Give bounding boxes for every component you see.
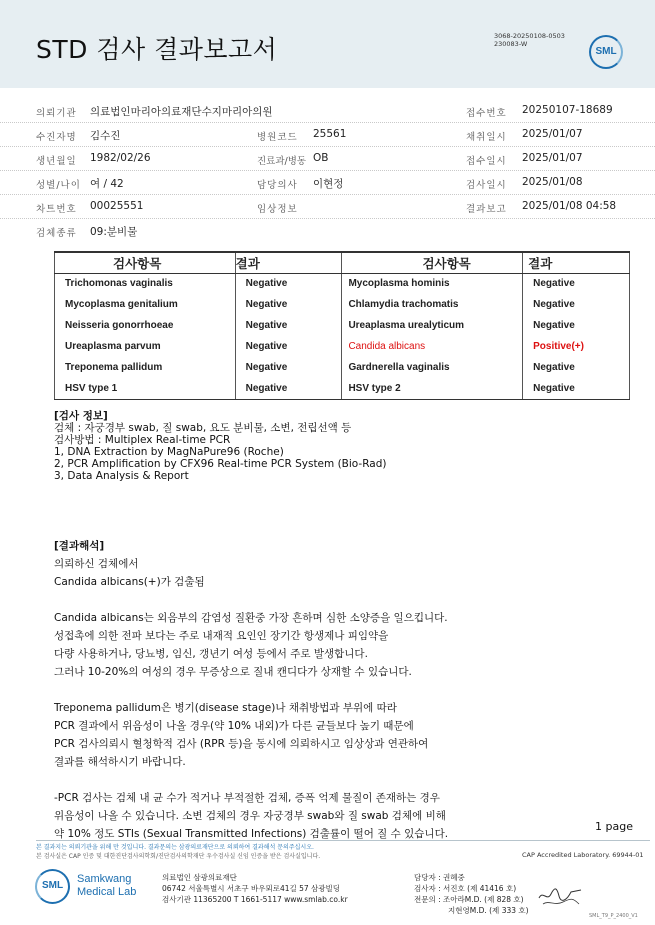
- test-result: Negative: [235, 294, 342, 315]
- test-item: Trichomonas vaginalis: [55, 273, 236, 294]
- test-item: Chlamydia trachomatis: [342, 294, 523, 315]
- test-item: HSV type 1: [55, 378, 236, 399]
- interpretation: [결과해석] 의뢰하신 검체에서 Candida albicans(+)가 검출됨 Candida albicans는 외음부의 감염성 질환중 가장 흔하며 심한 소양증을 일으킵니다. 성접촉에 의한 전파 보다는 주로 내재적 요인인 장기간 항생제나 피임약을 다량 사용하거나, 당뇨병, 임신, 갱년기 여성 등에서 주로 발생합니다. 그러나 10-20%의 여성의 경우 무증상으로 질내 캔디다가 상재할 수 있습니다. Treponema pallidum은 병기(disease stage)나 채취방법과 부위에 따라 PCR 결과에서 위음성이 나올 경우(약 10% 내외)가 다른 균들보다 높기 때문에 PCR 검사의뢰시 혈청학적 검사 (RPR 등)을 동시에 의뢰하시고 임상상과 연관하여 결과를 해석하시기 바랍니다. -PCR 검사는 검체 내 균 수가 적거나 부적절한 검체, 증폭 억제 물질이 존재하는 경우 위음성이 나올 수 있습니다. 소변 검체의 경우 자궁경부 swab와 질 swab 검체에 비해 약 10% 정도 STIs (Sexual Transmitted Infections) 검출률이 떨어 질 수 있습니다.: [54, 537, 448, 843]
- corporation-info: 의료법인 삼광의료재단 06742 서울특별시 서초구 바우뫼로41길 57 삼광빌딩 검사기관 11365200 T 1661-5117 www.smlab.co.kr: [162, 873, 348, 904]
- info-row: 생년월일 1982/02/26 진료과/병동 OB 접수일시 2025/01/07: [0, 148, 655, 171]
- tested-date: 2025/01/08: [522, 176, 583, 188]
- test-result: Negative: [235, 378, 342, 399]
- chart-no: 00025551: [90, 200, 144, 212]
- interpretation-line: 위음성이 나올 수 있습니다. 소변 검체의 경우 자궁경부 swab와 질 swab 검체에 비해: [54, 810, 446, 822]
- staff-info: 담당자 : 권혜중 검사자 : 서진호 (제 41416 호) 전문의 : 조아라M.D. (제 828 호) 지현영M.D. (제 333 호): [414, 873, 529, 915]
- interpretation-line: Candida albicans(+)가 검출됨: [54, 576, 205, 588]
- page-number: 1 page: [595, 820, 633, 833]
- table-row: [55, 294, 630, 315]
- interpretation-line: [54, 771, 448, 789]
- specimen-type: 09:분비물: [90, 226, 138, 238]
- test-result: Negative: [523, 378, 630, 399]
- test-result: Negative: [523, 315, 630, 336]
- test-result: Negative: [523, 294, 630, 315]
- test-result: Negative: [235, 357, 342, 378]
- birth-date: 1982/02/26: [90, 152, 151, 164]
- results-table: [54, 251, 630, 400]
- interpretation-line: 결과를 해석하시기 바랍니다.: [54, 756, 186, 768]
- collect-date: 2025/01/07: [522, 128, 583, 140]
- table-row: [55, 357, 630, 378]
- report-header: [0, 0, 655, 88]
- test-result: Negative: [235, 336, 342, 357]
- info-row: 의뢰기관 의료법인마리아의료재단수지마리아의원 접수번호 20250107-18689: [0, 100, 655, 123]
- info-row: 차트번호 00025551 임상정보 결과보고 2025/01/08 04:58: [0, 196, 655, 219]
- interpretation-line: 약 10% 정도 STIs (Sexual Transmitted Infections) 검출률이 떨어 질 수 있습니다.: [54, 828, 449, 840]
- receipt-no: 20250107-18689: [522, 104, 613, 116]
- interpretation-line: [54, 591, 448, 609]
- document-id: 3068-20250108-0503 230083-W: [494, 32, 565, 48]
- test-item: Gardnerella vaginalis: [342, 357, 523, 378]
- test-item: Ureaplasma urealyticum: [342, 315, 523, 336]
- test-result: Negative: [523, 273, 630, 294]
- table-row: [55, 378, 630, 399]
- interpretation-line: PCR 결과에서 위음성이 나올 경우(약 10% 내외)가 다른 균들보다 높기 때문에: [54, 720, 414, 732]
- interpretation-line: 의뢰하신 검체에서: [54, 558, 139, 570]
- interpretation-line: 그러나 10-20%의 여성의 경우 무증상으로 질내 캔디다가 상재할 수 있습니다.: [54, 666, 412, 678]
- institution: 의료법인마리아의료재단수지마리아의원: [90, 106, 273, 118]
- divider: [36, 840, 650, 841]
- footer-note: 본 검사실은 CAP 인증 및 대한진단검사의학회/진단검사의학재단 우수검사실 신임 인증을 받은 검사실입니다.: [36, 853, 321, 860]
- sex-age: 여 / 42: [90, 178, 124, 190]
- table-row: [55, 315, 630, 336]
- interpretation-line: Treponema pallidum은 병기(disease stage)나 채취방법과 부위에 따라: [54, 702, 397, 714]
- info-row: 성별/나이 여 / 42 담당의사 이현정 검사일시 2025/01/08: [0, 172, 655, 195]
- interpretation-line: 다량 사용하거나, 당뇨병, 임신, 갱년기 여성 등에서 주로 발생합니다.: [54, 648, 368, 660]
- hospital-code: 25561: [313, 128, 347, 140]
- department: OB: [313, 152, 329, 164]
- test-item: Candida albicans: [342, 336, 523, 357]
- interpretation-line: -PCR 검사는 검체 내 균 수가 적거나 부적절한 검체, 증폭 억제 물질이 존재하는 경우: [54, 792, 440, 804]
- doctor: 이현정: [313, 178, 344, 190]
- sml-logo-icon: SML: [35, 869, 70, 904]
- interpretation-line: Candida albicans는 외음부의 감염성 질환중 가장 흔하며 심한 소양증을 일으킵니다.: [54, 612, 448, 624]
- test-result: Negative: [523, 357, 630, 378]
- test-item: Mycoplasma genitalium: [55, 294, 236, 315]
- cap-accreditation: CAP Accredited Laboratory. 69944-01: [522, 851, 644, 859]
- signature-icon: [537, 884, 585, 910]
- info-row: 수진자명 김수진 병원코드 25561 채취일시 2025/01/07: [0, 124, 655, 147]
- report-date: 2025/01/08 04:58: [522, 200, 617, 212]
- form-code: SML_T9_P_2400_V1: [589, 913, 638, 919]
- test-result: Negative: [235, 315, 342, 336]
- test-result: Negative: [235, 273, 342, 294]
- table-row: [55, 336, 630, 357]
- test-result: Positive(+): [523, 336, 630, 357]
- test-item: Mycoplasma hominis: [342, 273, 523, 294]
- patient-name: 김수진: [90, 130, 121, 142]
- test-info: [검사 정보] 검체 : 자궁경부 swab, 질 swab, 요도 분비물, 소변, 전립선액 등 검사방법 : Multiplex Real-time PCR 1, DNA Extraction by MagNaPure96 (Roche) 2, PCR Amplification by CFX96 Real-time PCR System (Bio-Rad) 3, Data Analysis & Report: [54, 410, 387, 482]
- brand-name: Samkwang Medical Lab: [77, 873, 137, 898]
- test-item: HSV type 2: [342, 378, 523, 399]
- received-date: 2025/01/07: [522, 152, 583, 164]
- interpretation-line: PCR 검사의뢰시 혈청학적 검사 (RPR 등)을 동시에 의뢰하시고 임상상과 연관하여: [54, 738, 429, 750]
- info-row: 검체종류 09:분비물: [36, 226, 138, 239]
- test-item: Treponema pallidum: [55, 357, 236, 378]
- footer-note: 본 결과지는 의뢰기관을 위해 만 것입니다. 결과문의는 삼광의료재단으로 의뢰하여 결과해석 문의주십시오.: [36, 844, 314, 851]
- table-header: 검사항목 결과 검사항목 결과: [55, 252, 630, 273]
- sml-logo-icon: SML: [589, 35, 623, 69]
- test-item: Neisseria gonorrhoeae: [55, 315, 236, 336]
- interpretation-line: [54, 681, 448, 699]
- page-title: STD 검사 결과보고서: [36, 35, 278, 64]
- table-row: [55, 273, 630, 294]
- interpretation-line: 성접촉에 의한 전파 보다는 주로 내재적 요인인 장기간 항생제나 피임약을: [54, 630, 389, 642]
- test-item: Ureaplasma parvum: [55, 336, 236, 357]
